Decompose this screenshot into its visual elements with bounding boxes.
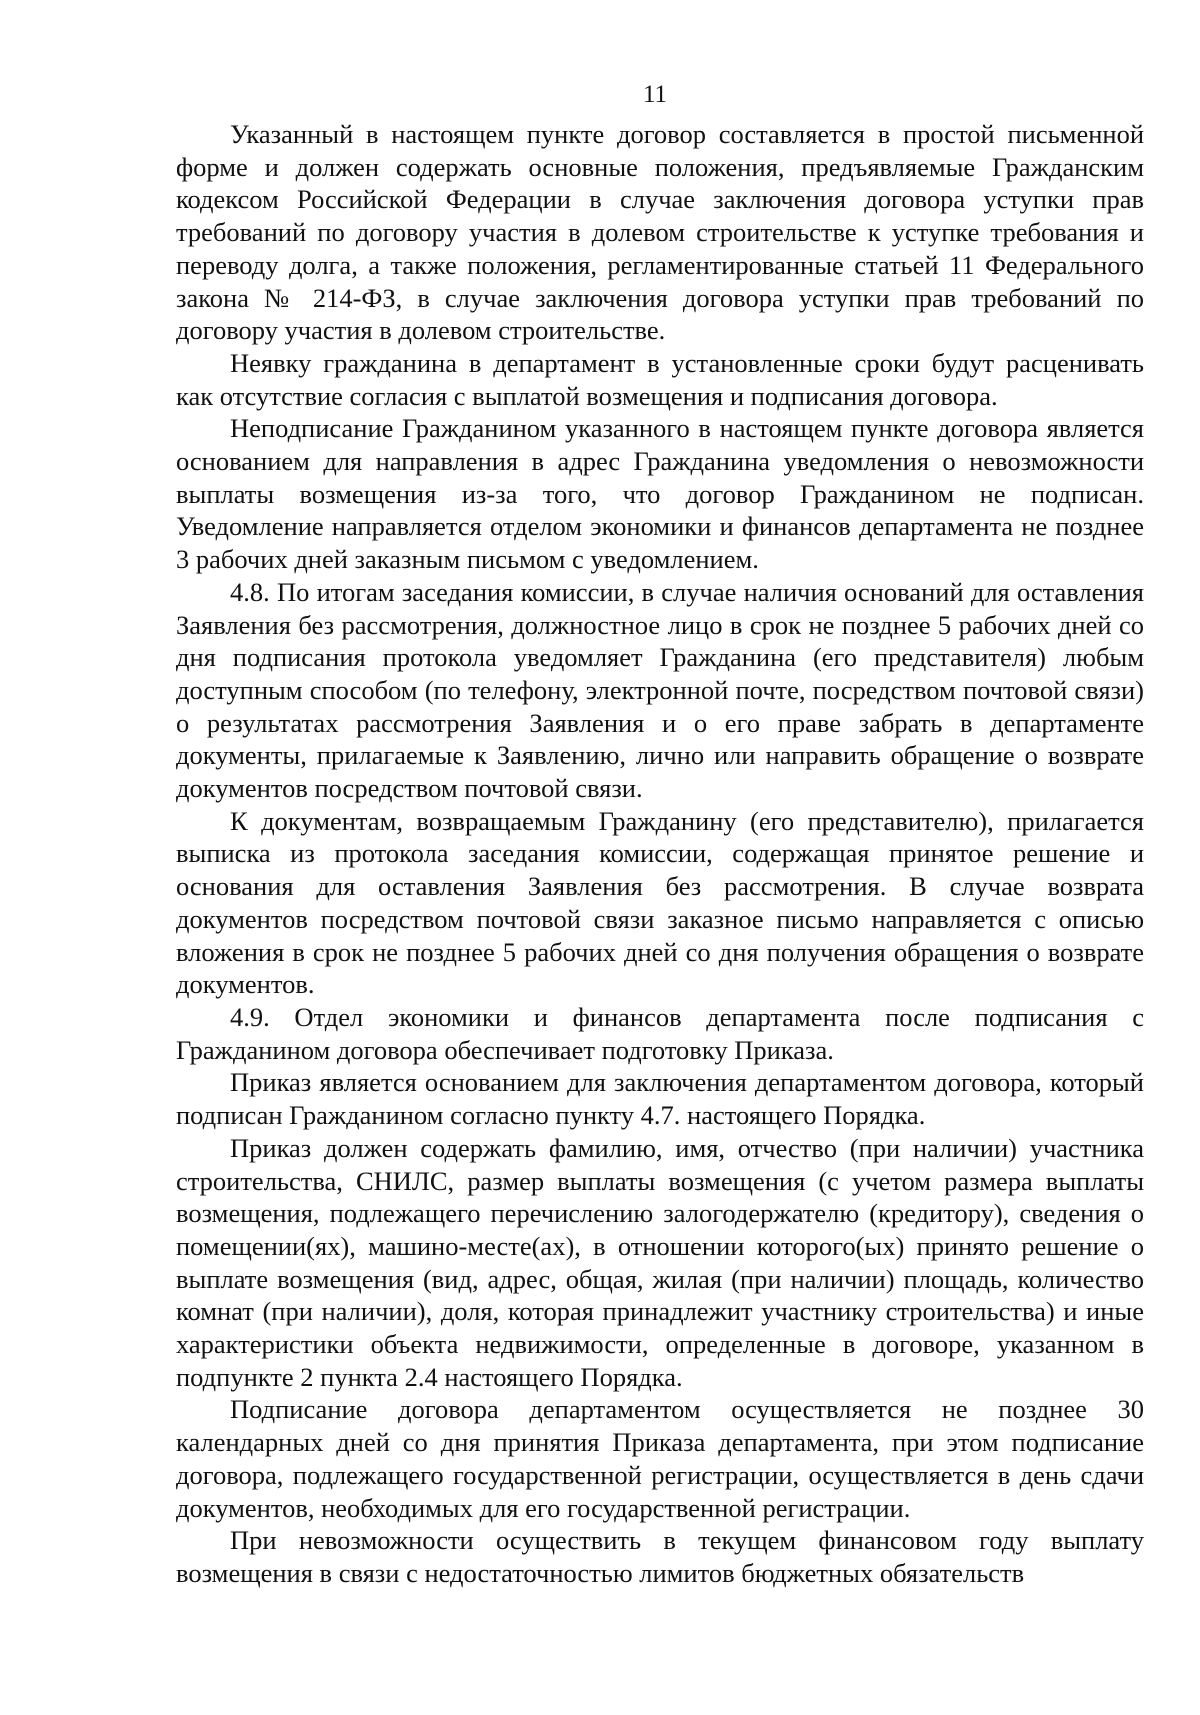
paragraph-non-signing: Неподписание Гражданином указанного в настоящем пункте договора является основанием для направления в адрес Гражданина уведомления о невозможности выплаты возмещения из-за того, что договор Гражданином не подписан. Уведомление направляется отделом экономики и финансов департамента не позднее 3 рабочих дней заказным письмом с уведомлением.: [176, 413, 1144, 575]
paragraph-non-appearance: Неявку гражданина в департамент в установленные сроки будут расценивать как отсутствие согласия с выплатой возмещения и подписания договора.: [176, 347, 1144, 411]
document-body: [176, 118, 1144, 1590]
paragraph-signing-deadline: Подписание договора департаментом осуществляется не позднее 30 календарных дней со дня принятия Приказа департамента, при этом подписание договора, подлежащего государственной регистрации, осуществляется в день сдачи документов, необходимых для его государственной регистрации.: [176, 1394, 1144, 1523]
paragraph-order-basis: Приказ является основанием для заключения департаментом договора, который подписан Гражданином согласно пункту 4.7. настоящего Порядка.: [176, 1067, 1144, 1131]
paragraph-4-8: 4.8. По итогам заседания комиссии, в случае наличия оснований для оставления Заявления без рассмотрения, должностное лицо в срок не позднее 5 рабочих дней со дня подписания протокола уведомляет Гражданина (его представителя) любым доступным способом (по телефону, электронной почте, посредством почтовой связи) о результатах рассмотрения Заявления и о его праве забрать в департаменте документы, прилагаемые к Заявлению, лично или направить обращение о возврате документов посредством почтовой связи.: [176, 576, 1144, 804]
paragraph-returned-documents: К документам, возвращаемым Гражданину (его представителю), прилагается выписка из протокола заседания комиссии, содержащая принятое решение и основания для оставления Заявления без рассмотрения. В случае возврата документов посредством почтовой связи заказное письмо направляется с описью вложения в срок не позднее 5 рабочих дней со дня получения обращения о возврате документов.: [176, 805, 1144, 1000]
paragraph-order-contents: Приказ должен содержать фамилию, имя, отчество (при наличии) участника строительства, СНИЛС, размер выплаты возмещения (с учетом размера выплаты возмещения, подлежащего перечислению залогодержателю (кредитору), сведения о помещении(ях), машино-месте(ах), в отношении которого(ых) принято решение о выплате возмещения (вид, адрес, общая, жилая (при наличии) площадь, количество комнат (при наличии), доля, которая принадлежит участнику строительства) и иные характеристики объекта недвижимости, определенные в договоре, указанном в подпункте 2 пункта 2.4 настоящего Порядка.: [176, 1132, 1144, 1392]
paragraph-4-9: 4.9. Отдел экономики и финансов департамента после подписания с Гражданином договора обеспечивает подготовку Приказа.: [176, 1001, 1144, 1065]
page-number: 11: [642, 81, 668, 108]
paragraph-budget-limits: При невозможности осуществить в текущем финансовом году выплату возмещения в связи с недостаточностью лимитов бюджетных обязательств: [176, 1525, 1144, 1588]
paragraph-contract-form: Указанный в настоящем пункте договор составляется в простой письменной форме и должен содержать основные положения, предъявляемые Гражданским кодексом Российской Федерации в случае заключения договора уступки прав требований по договору участия в долевом строительстве к уступке требования и переводу долга, а также положения, регламентированные статьей 11 Федерального закона № 214-ФЗ, в случае заключения договора уступки прав требований по договору участия в долевом строительстве.: [176, 119, 1144, 346]
